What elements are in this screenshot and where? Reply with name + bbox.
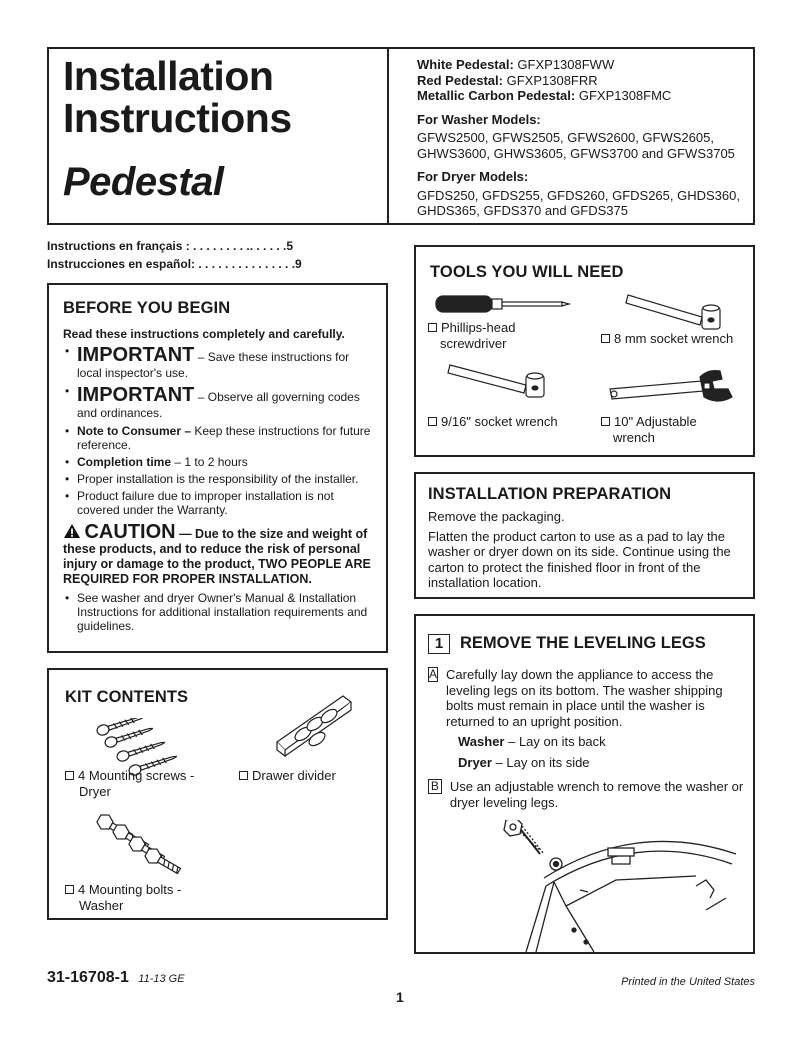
model-list <box>417 57 757 219</box>
prep-flatten: Flatten the product carton to use as a pad to lay the washer or dryer down on its side. Continue using the carton to protect the finished floor in front of the installation location. <box>428 528 731 590</box>
important-1: • IMPORTANT – Save these instructions for local inspector's use. <box>63 344 376 380</box>
caution-block <box>63 523 376 587</box>
washer-heading: For Washer Models: <box>417 111 541 127</box>
doc-date: 11-13 GE <box>138 973 185 985</box>
step-b-text: Use an adjustable wrench to remove the washer or dryer leveling legs. <box>449 779 744 810</box>
spanish-link[interactable]: Instrucciones en español: . . . . . . . . . . . . . . .9 <box>47 257 302 271</box>
product-failure: • Product failure due to improper installation is not covered under the Warranty. <box>63 489 376 517</box>
prep-heading: INSTALLATION PREPARATION <box>428 485 672 503</box>
dryer-heading: For Dryer Models: <box>417 169 529 184</box>
socket-wrench-916-icon <box>446 361 558 401</box>
socket8-checkbox[interactable] <box>601 334 610 343</box>
model-red: Red Pedestal: GFXP1308FRR <box>417 72 598 88</box>
drawer-divider-image <box>271 694 361 758</box>
tool-socket-916: 9/16" socket wrench <box>428 414 558 430</box>
page-title <box>63 55 292 139</box>
french-link[interactable]: Instructions en français : . . . . . . . . .. . . . . .5 <box>47 239 294 253</box>
warning-icon <box>63 523 81 539</box>
washer-models-1: GFWS2500, GFWS2505, GFWS2600, GFWS2605, <box>417 130 714 145</box>
washer-instruction: Washer – Lay on its back <box>458 734 606 749</box>
tools-box <box>414 245 755 457</box>
footer-doc <box>47 969 185 987</box>
step1-box <box>414 614 755 954</box>
kit-screws: 4 Mounting screws - Dryer <box>65 768 194 799</box>
screwdriver-icon <box>434 293 572 315</box>
screws-checkbox[interactable] <box>65 771 74 780</box>
printed-in: Printed in the United States <box>621 976 755 988</box>
tools-heading: TOOLS YOU WILL NEED <box>430 263 624 281</box>
page-number: 1 <box>396 989 404 1005</box>
tool-phillips: Phillips-head screwdriver <box>428 320 515 351</box>
phillips-checkbox[interactable] <box>428 323 437 332</box>
see-list <box>63 591 376 633</box>
kit-divider: Drawer divider <box>239 768 336 784</box>
title-line-1: Installation <box>63 53 274 99</box>
installation-prep-box <box>414 472 755 599</box>
socket-wrench-8mm-icon <box>622 287 734 333</box>
leveling-leg-illustration <box>496 820 754 952</box>
kit-bolts: 4 Mounting bolts - Washer <box>65 882 181 913</box>
adjustable-wrench-icon <box>604 369 744 405</box>
note-consumer: • Note to Consumer – Keep these instructions for future reference. <box>63 424 376 452</box>
step-number: 1 <box>428 634 450 654</box>
step1-a <box>428 667 750 770</box>
tool-socket-8mm: 8 mm socket wrench <box>601 331 733 347</box>
before-heading: BEFORE YOU BEGIN <box>63 299 231 317</box>
dryer-instruction: Dryer – Lay on its side <box>458 754 590 770</box>
divider-checkbox[interactable] <box>239 771 248 780</box>
adjustable-checkbox[interactable] <box>601 417 610 426</box>
prep-remove: Remove the packaging. <box>428 509 565 524</box>
step-a-letter: A <box>429 667 438 681</box>
model-white: White Pedestal: GFXP1308FWW <box>417 57 615 72</box>
tool-adjustable: 10" Adjustable wrench <box>601 414 697 445</box>
header-divider <box>387 47 389 225</box>
step-b-letter: B <box>428 779 442 794</box>
dryer-models-1: GFDS250, GFDS255, GFDS260, GFDS265, GHDS360, <box>417 187 740 203</box>
dryer-models-2: GHDS365, GFDS370 and GFDS375 <box>417 203 628 218</box>
before-intro: Read these instructions completely and carefully. <box>63 327 345 341</box>
language-index <box>47 237 302 273</box>
before-you-begin-box <box>47 283 388 653</box>
header-box <box>47 47 755 225</box>
step1-heading: REMOVE THE LEVELING LEGS <box>460 634 706 652</box>
caution-text-b: of these products, and to reduce the risk of personal injury or damage to the product, TWO PEOPLE ARE REQUIRED FOR PROPER INSTALLATION. <box>63 527 371 586</box>
washer-models-2: GHWS3600, GHWS3605, GFWS3700 and GFWS3705 <box>417 145 735 161</box>
important-2: • IMPORTANT – Observe all governing codes and ordinances. <box>63 384 376 420</box>
bolts-checkbox[interactable] <box>65 885 74 894</box>
step1-header <box>428 634 706 654</box>
title-line-2: Instructions <box>63 95 292 141</box>
model-carbon: Metallic Carbon Pedestal: GFXP1308FMC <box>417 88 672 103</box>
proper-install: • Proper installation is the responsibility of the installer. <box>63 472 376 486</box>
step1-b <box>428 779 750 810</box>
caution-text-a: — Due to the size and weight <box>179 527 353 541</box>
completion-time: • Completion time – 1 to 2 hours <box>63 455 376 469</box>
doc-number: 31-16708-1 <box>47 969 129 986</box>
see-manual: • See washer and dryer Owner's Manual & Installation Instructions for additional installation requirements and guidelines. <box>63 591 376 633</box>
kit-contents-box <box>47 668 388 920</box>
mounting-bolts-image <box>93 810 203 878</box>
step-a-text: Carefully lay down the appliance to access the leveling legs on its bottom. The washer shipping bolts must remain in place until the washer is returned to an upright position. <box>446 667 723 729</box>
socket916-checkbox[interactable] <box>428 417 437 426</box>
page-subtitle: Pedestal <box>63 160 224 204</box>
kit-heading: KIT CONTENTS <box>65 688 189 706</box>
caution-word: CAUTION <box>84 521 176 543</box>
before-list <box>63 344 376 517</box>
